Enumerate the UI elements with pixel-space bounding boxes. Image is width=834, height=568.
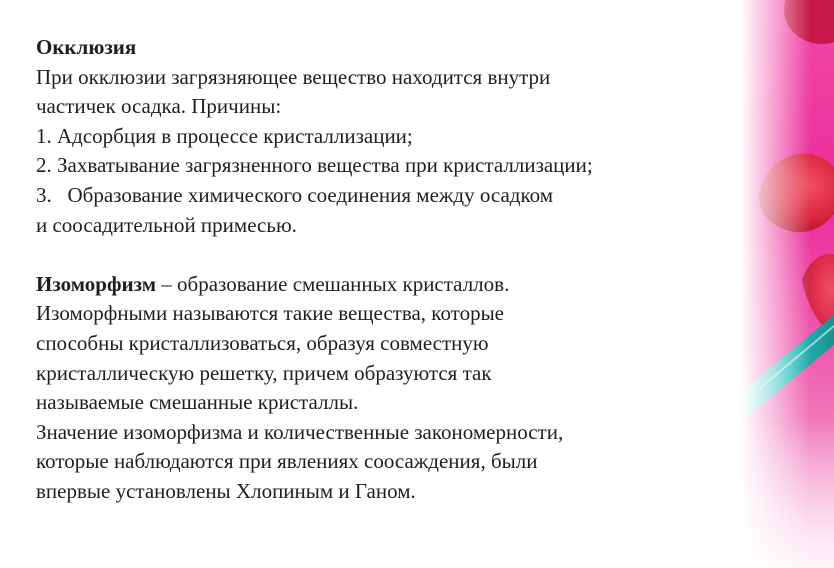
occlusion-reason-2: 2. Захватывание загрязненного вещества при кристаллизации; [36, 153, 593, 178]
isomorphism-term: Изоморфизм [36, 271, 157, 296]
isomorphism-line-7: впервые установлены Хлопиным и Ганом. [36, 478, 416, 503]
isomorphism-line-3: кристаллическую решетку, причем образуются так [36, 360, 492, 385]
isomorphism-line-2: способны кристаллизоваться, образуя совместную [36, 330, 489, 355]
occlusion-line-1: При окклюзии загрязняющее вещество находится внутри [36, 64, 551, 89]
occlusion-heading: Окклюзия [36, 35, 137, 59]
paragraph-gap [36, 240, 736, 270]
occlusion-reason-1: 1. Адсорбция в процессе кристаллизации; [36, 123, 413, 148]
isomorphism-definition: – образование смешанных кристаллов. [156, 271, 510, 296]
slide-text-body [36, 33, 736, 507]
isomorphism-definition-line [36, 270, 736, 300]
isomorphism-line-5: Значение изоморфизма и количественные закономерности, [36, 419, 564, 444]
flower-artwork [740, 0, 834, 568]
occlusion-reason-3: 3. Образование химического соединения между осадком [36, 182, 553, 207]
decorative-flower-image [740, 0, 834, 568]
isomorphism-line-4: называемые смешанные кристаллы. [36, 390, 359, 415]
isomorphism-line-6: которые наблюдаются при явлениях соосаждения, были [36, 449, 538, 474]
occlusion-reason-3-continued: и соосадительной примесью. [36, 212, 297, 237]
occlusion-line-2: частичек осадка. Причины: [36, 94, 282, 119]
isomorphism-line-1: Изоморфными называются такие вещества, которые [36, 301, 504, 326]
